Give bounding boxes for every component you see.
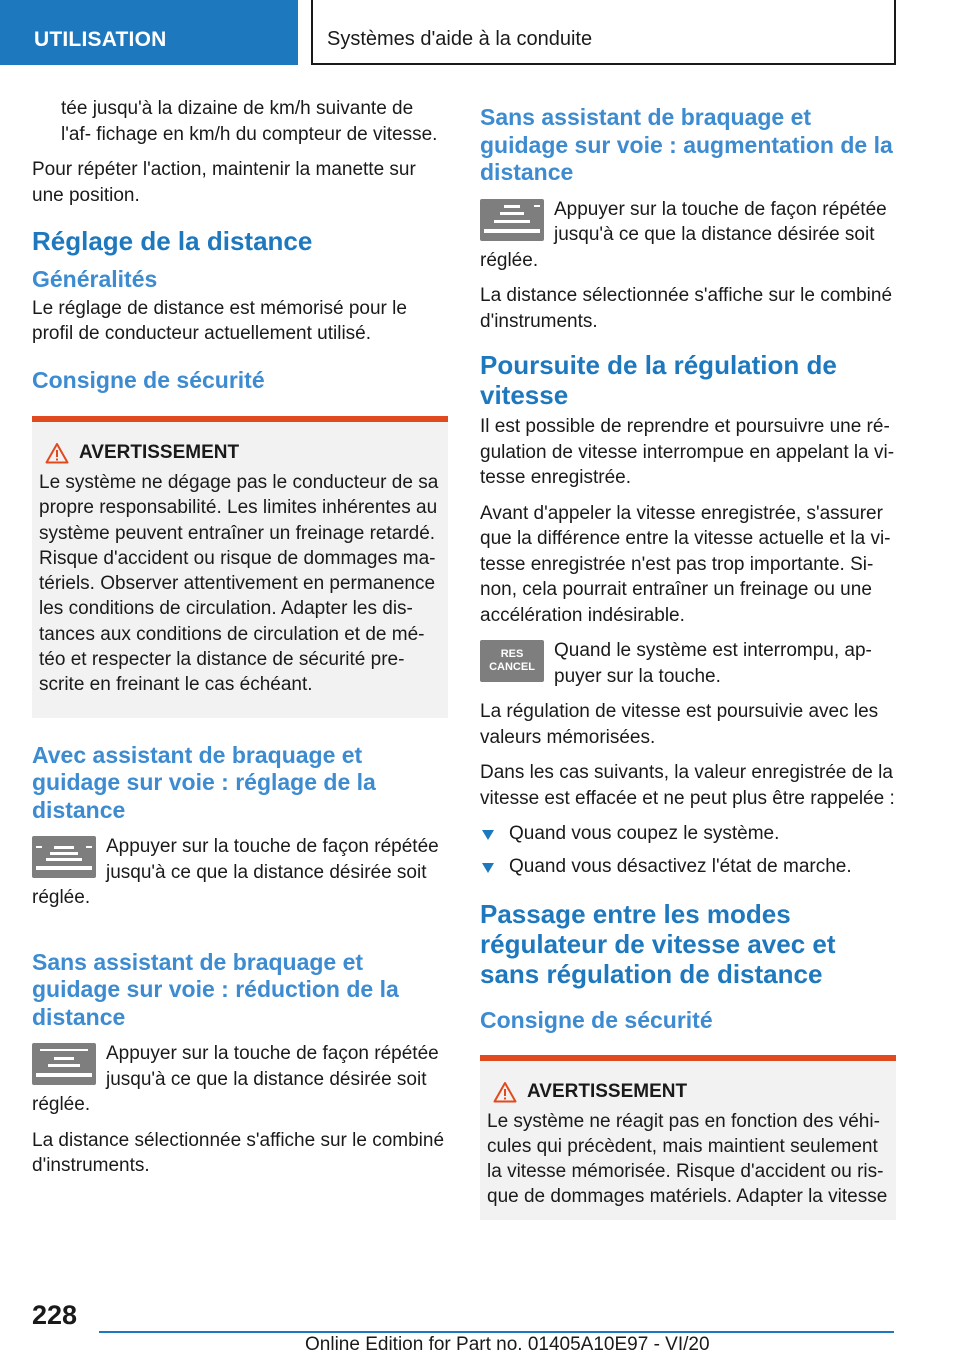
avec-assistant-text: Appuyer sur la touche de façon répétée jusqu'à ce que la distance désirée soit réglée.: [32, 836, 439, 909]
poursuite-text-2: Avant d'appeler la vitesse enregistrée, s'assurer que la différence entre la vitesse actuelle et la vi- tesse enregistrée n'est pas trop importante. Si- non, cela pourrait entraîner un freinage ou une accélération indésirable.: [480, 502, 891, 626]
warning-triangle-icon: [493, 1081, 517, 1103]
heading-sans-assistant-reduction: Sans assistant de braquage et guidage sur voie : réduction de la distance: [32, 948, 399, 1030]
warning-triangle-icon: [45, 442, 69, 464]
header-section-label: UTILISATION: [34, 28, 167, 51]
triangle-bullet-icon: [482, 830, 494, 840]
warning-title-right: AVERTISSEMENT: [527, 1080, 688, 1102]
cases-list: [480, 821, 896, 879]
distance-increase-button: [480, 199, 544, 241]
generalites-text: Le réglage de distance est mémorisé pour le profil de conducteur actuellement utilisé.: [32, 297, 407, 344]
sans-augmentation-text: Appuyer sur la touche de façon répétée jusqu'à ce que la distance désirée soit réglée.: [480, 198, 887, 271]
heading-poursuite: Poursuite de la régulation de vitesse: [480, 350, 837, 410]
heading-consigne-securite: Consigne de sécurité: [32, 366, 265, 393]
header-chapter-label: Systèmes d'aide à la conduite: [327, 28, 593, 50]
warning-header-right: [487, 1081, 888, 1103]
cases-text: Dans les cas suivants, la valeur enregistrée de la vitesse est effacée et ne peut plus être rappelée :: [480, 762, 895, 809]
poursuite-text-1: Il est possible de reprendre et poursuivre une ré- gulation de vitesse interrompue en appelant la vi- tesse enregistrée.: [480, 416, 895, 488]
header-section-tab: [0, 0, 298, 65]
res-text: Quand le système est interrompu, ap- puyer sur la touche.: [554, 640, 872, 687]
distance-icon: [32, 836, 96, 878]
distance-button: [32, 836, 96, 878]
distance-decrease-button: [32, 1043, 96, 1085]
res-block: [480, 638, 896, 699]
page-number: 228: [32, 1300, 78, 1330]
warning-box: [32, 416, 448, 718]
triangle-bullet-icon: [482, 863, 494, 873]
heading-reglage-distance: Réglage de la distance: [32, 226, 313, 256]
warning-text: Le système ne dégage pas le conducteur de sa propre responsabilité. Les limites inhérentes au système peuvent entraîner un freinage retardé. Risque d'accident ou risque de dommages ma- tériels. Observer attentivement en permanence les conditions de circulation. Adapter les dis- tances aux conditions de circulation et de mé- téo et respecter la distance de sécurité pre- scrite en freinant le cas échéant.: [39, 472, 439, 696]
avec-assistant-block: [32, 834, 448, 921]
sans-reduction-block: [32, 1041, 448, 1128]
display-text-right: La distance sélectionnée s'affiche sur le combiné d'instruments.: [480, 285, 893, 332]
warning-text-right: Le système ne réagit pas en fonction des véhi- cules qui précèdent, mais maintient seulement la vitesse mémorisée. Risque d'accident ou ris- que de dommages matériels. Adapter la vitesse: [487, 1110, 888, 1208]
warning-title: AVERTISSEMENT: [79, 442, 240, 463]
display-text-left: La distance sélectionnée s'affiche sur le combiné d'instruments.: [32, 1129, 445, 1177]
distance-increase-icon: [480, 199, 544, 241]
res-button-line2: CANCEL: [489, 661, 535, 673]
distance-decrease-icon: [32, 1043, 96, 1085]
heading-sans-assistant-augmentation: Sans assistant de braquage et guidage sur voie : augmentation de la distance: [480, 104, 893, 185]
warning-header: [39, 442, 440, 464]
sans-augmentation-block: [480, 197, 896, 284]
list-item: Quand vous désactivez l'état de marche.: [480, 854, 896, 879]
heading-generalites: Généralités: [32, 266, 158, 292]
warning-box-right: [480, 1055, 896, 1220]
right-column: [480, 96, 896, 1228]
header-chapter-box: [311, 0, 896, 65]
repeat-text: Pour répéter l'action, maintenir la manette sur une position.: [32, 159, 416, 206]
sans-reduction-text: Appuyer sur la touche de façon répétée jusqu'à ce que la distance désirée soit réglée.: [32, 1043, 439, 1116]
continued-text: tée jusqu'à la dizaine de km/h suivante de l'af- fichage en km/h du compteur de vitesse.: [61, 98, 438, 145]
heading-passage: Passage entre les modes régulateur de vitesse avec et sans régulation de distance: [480, 899, 836, 989]
res-cancel-button: [480, 640, 544, 682]
heading-consigne-securite-right: Consigne de sécurité: [480, 1007, 713, 1033]
res-button-line1: RES: [500, 648, 524, 660]
footer-divider: [99, 1331, 894, 1333]
footer-edition: Online Edition for Part no. 01405A10E97 - VI/20: [305, 1334, 710, 1355]
list-item: Quand vous coupez le système.: [480, 821, 896, 846]
poursuivie-text: La régulation de vitesse est poursuivie avec les valeurs mémorisées.: [480, 701, 879, 748]
left-column: [32, 96, 448, 1189]
heading-avec-assistant: Avec assistant de braquage et guidage sur voie : réglage de la distance: [32, 741, 376, 823]
